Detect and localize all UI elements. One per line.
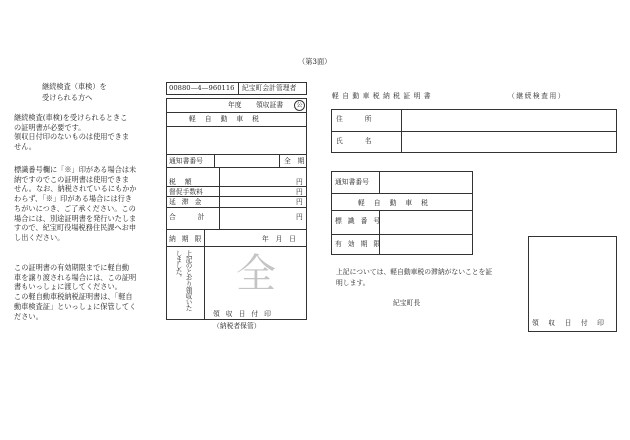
page-label: （第3面）	[298, 57, 332, 66]
instruction-line: せん。なお、納税されているにもかか	[14, 184, 137, 194]
certificate-title: 軽自動車税納税証明書	[332, 92, 434, 100]
instruction-line: この証明書の有効期限までに軽自動	[14, 263, 130, 272]
instruction-line: ちがいにつき、ご了承ください。この	[14, 203, 136, 213]
dunning-fee-label: 督促手数料	[169, 188, 203, 196]
payee-name: 紀宝町会計管理者	[242, 84, 297, 92]
validity-period-label: 有効期限	[335, 240, 387, 248]
instruction-line: すので、紀宝町役場税務住民課へお申	[14, 223, 137, 233]
receipt-label: 領収証書	[256, 101, 284, 109]
instruction-line: し出ください。	[14, 233, 65, 243]
instruction-line: 継続検査(車検)を受けられるときこ	[14, 113, 128, 122]
total-unit: 円	[296, 213, 303, 221]
late-fee-label: 延滞金	[169, 198, 208, 206]
due-date-value: 年 月 日	[262, 235, 296, 243]
instruction-line: この軽自動車税納税証明書は、「軽自	[14, 292, 133, 302]
plate-number-label: 標識番号	[335, 217, 387, 225]
instruction-line: 車を譲り渡される場合には、この証明	[14, 272, 137, 282]
instruction-line: 場合には、別途証明書を発行いたしま	[14, 213, 137, 223]
instruction-line: 書もいっしょに渡してください。	[14, 282, 122, 292]
certificate-notice-no-label: 通知書番号	[335, 178, 369, 186]
certificate-tax-title: 軽自動車税	[358, 199, 437, 207]
taxpayer-copy-note: （納税者保管）	[213, 322, 261, 330]
receipt-tax-title: 軽自動車税	[189, 115, 268, 123]
certificate-subtitle: （継続検査用）	[508, 92, 567, 100]
name-label: 氏名	[336, 137, 394, 145]
instruction-line: わらず、「※」印がある場合には行き	[14, 194, 133, 204]
instructions-heading-line2: 受けられる方へ	[42, 93, 93, 102]
tax-amount-unit: 円	[296, 178, 303, 186]
receipt-notice-no-label: 通知書番号	[169, 157, 203, 165]
address-label: 住所	[336, 115, 394, 123]
certificate-statement-line1: 上記については、軽自動車税の滞納がないことを証	[336, 268, 493, 276]
year-label: 年度	[228, 101, 242, 109]
full-term-stamp-mark: 全	[236, 251, 276, 297]
receipt-stamp-label: 領収日付印	[213, 310, 277, 318]
instruction-line: 動車検査証」といっしょに保管してく	[14, 301, 137, 311]
tax-amount-label: 税額	[169, 178, 201, 186]
receipt-stamp-box	[528, 236, 617, 332]
dunning-fee-unit: 円	[296, 188, 303, 196]
account-number: 00880—4—960116	[169, 84, 235, 92]
term-label: 全 期	[284, 157, 305, 165]
certificate-stamp-label: 領収日付印	[532, 319, 614, 327]
total-label: 合計	[169, 213, 227, 221]
instruction-line: 標識番号欄に「※」印がある場合は未	[14, 165, 137, 174]
issuer-name: 紀宝町長	[393, 299, 421, 307]
instruction-line: 領収日付印のないものは使用できま	[14, 132, 130, 142]
instructions-heading-line1: 継続検査（車検）を	[42, 82, 107, 91]
received-note: 上記のとおり領収いたしました。	[174, 250, 192, 311]
official-seal-icon: 公	[294, 100, 305, 111]
instruction-line: 納ですのでこの証明書は使用できま	[14, 174, 130, 184]
certificate-statement-line2: 明します。	[336, 279, 370, 287]
due-date-label: 納期限	[169, 235, 208, 243]
instruction-line: ださい。	[14, 311, 43, 321]
instruction-line: の証明書が必要です。	[14, 122, 86, 132]
instruction-line: せん。	[14, 142, 36, 152]
late-fee-unit: 円	[296, 198, 303, 206]
